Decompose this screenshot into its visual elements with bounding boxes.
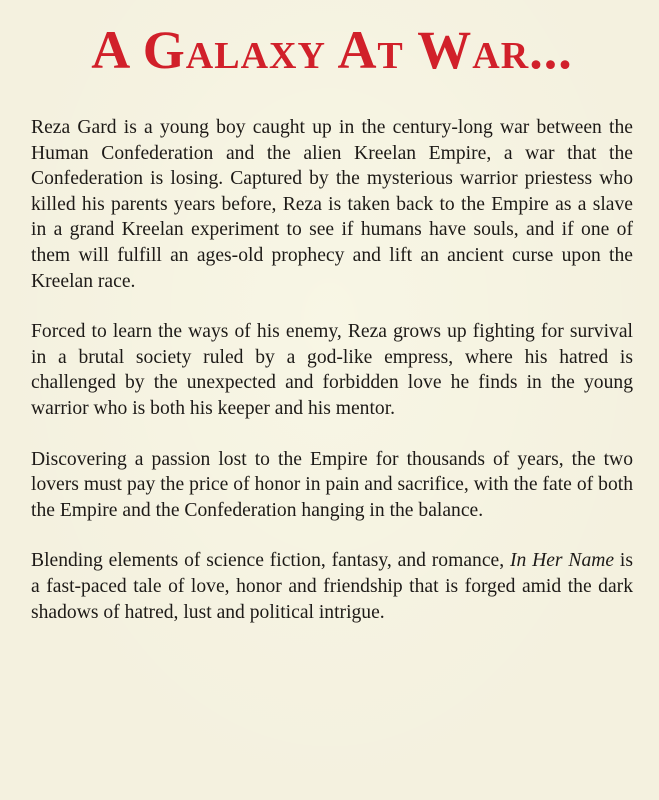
paragraph-intro: Reza Gard is a young boy caught up in the century-long war between the Human Confederation and the alien Kreelan Empire, a war that the Confederation is losing. Captured by the mysterious warrior priestess who killed his parents years before, Reza is taken back to the Empire as a slave in a grand Kreelan experiment to see if humans have souls, and if one of them will fulfill an ages-old prophecy and lift an ancient curse upon the Kreelan race. — [31, 117, 633, 292]
book-title: In Her Name — [509, 550, 615, 572]
paragraph-lovers: Discovering a passion lost to the Empire for thousands of years, the two lovers must pay the price of honor in pain and sacrifice, with the fate of both the Empire and the Confederation hanging in the balance. — [31, 448, 633, 521]
summary-text-after: is a fast-paced tale of love, honor and friendship that is forged amid the dark shadows of hatred, lust and political intrigue. — [31, 550, 633, 623]
headline: A Galaxy At War... — [91, 20, 573, 80]
summary-text-before: Blending elements of science fiction, fantasy, and romance, — [31, 550, 510, 572]
paragraph-summary — [31, 548, 633, 625]
synopsis — [31, 115, 633, 625]
paragraph-growing-up: Forced to learn the ways of his enemy, Reza grows up fighting for survival in a brutal society ruled by a god-like empress, where his hatred is challenged by the unexpected and forbidden love he finds in the young warrior who is both his keeper and his mentor. — [31, 321, 633, 419]
